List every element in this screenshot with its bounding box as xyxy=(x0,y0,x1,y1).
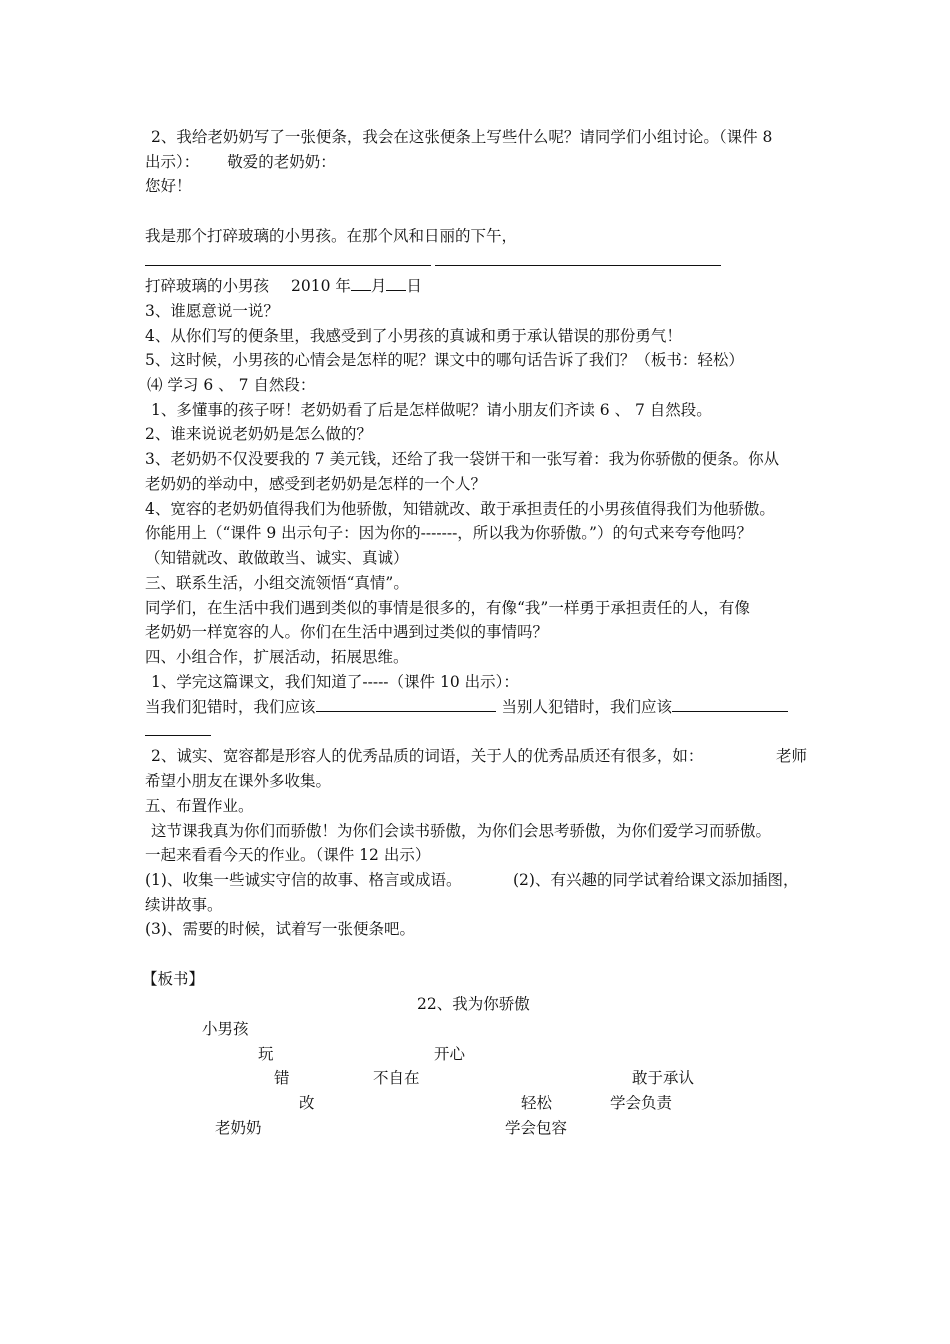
board-item: 开心 xyxy=(434,1045,466,1063)
paragraph-line: （知错就改、敢做敢当、诚实、真诚） xyxy=(145,549,409,567)
paragraph-line: 1、学完这篇课文，我们知道了-----（课件 10 出示）： xyxy=(151,673,519,691)
section-heading: ⑷ 学习 6 、 7 自然段： xyxy=(147,376,316,394)
blank-day xyxy=(386,276,406,291)
blank-line xyxy=(145,251,431,266)
line-text: 出示）： xyxy=(145,153,200,171)
board-item: 学会包容 xyxy=(505,1119,568,1137)
blank-lines xyxy=(145,250,721,272)
board-item: 敢于承认 xyxy=(632,1069,695,1087)
paragraph-line: 2、我给老奶奶写了一张便条，我会在这张便条上写些什么呢？请同学们小组讨论。（课件 8 xyxy=(151,128,773,146)
note-signature xyxy=(145,275,422,297)
paragraph-line: 3、老奶奶不仅没要我的 7 美元钱，还给了我一袋饼干和一张写着：我为你骄傲的便条。你从 xyxy=(145,450,780,468)
paragraph-line: 续讲故事。 xyxy=(145,896,223,914)
board-item: 玩 xyxy=(258,1045,274,1063)
blank-line xyxy=(316,697,496,712)
paragraph-line: 同学们，在生活中我们遇到类似的事情是很多的，有像“我”一样勇于承担责任的人，有像 xyxy=(145,599,750,617)
board-item: 老奶奶 xyxy=(215,1119,262,1137)
paragraph-line: (1)、收集一些诚实守信的故事、格言或成语。 xyxy=(145,871,462,889)
board-heading: 【板书】 xyxy=(142,970,205,988)
paragraph-line: 这节课我真为你们而骄傲！为你们会读书骄傲，为你们会思考骄傲，为你们爱学习而骄傲。 xyxy=(151,822,772,840)
paragraph-line: 希望小朋友在课外多收集。 xyxy=(145,772,332,790)
paragraph-line: (3)、需要的时候，试着写一张便条吧。 xyxy=(145,920,415,938)
date-month: 月 xyxy=(370,277,387,295)
paragraph-line: (2)、有兴趣的同学试着给课文添加插图， xyxy=(513,871,799,889)
board-title: 22、我为你骄傲 xyxy=(417,995,530,1013)
prompt-text: 当别人犯错时，我们应该 xyxy=(501,698,673,716)
board-item: 错 xyxy=(274,1069,290,1087)
section-heading: 四、小组合作，扩展活动，拓展思维。 xyxy=(145,648,409,666)
paragraph-line: 老师 xyxy=(776,747,808,765)
paragraph-line: 老奶奶一样宽容的人。你们在生活中遇到过类似的事情吗？ xyxy=(145,623,549,641)
section-heading: 三、联系生活，小组交流领悟“真情”。 xyxy=(145,574,409,592)
date-day: 日 xyxy=(406,277,422,295)
paragraph-line: 老奶奶的举动中，感受到老奶奶是怎样的一个人？ xyxy=(145,475,487,493)
board-item: 小男孩 xyxy=(202,1020,249,1038)
section-heading: 五、布置作业。 xyxy=(145,797,254,815)
paragraph-line: 4、宽容的老奶奶值得我们为他骄傲，知错就改、敢于承担责任的小男孩值得我们为他骄傲。 xyxy=(145,500,775,518)
board-item: 轻松 xyxy=(521,1094,553,1112)
paragraph-line: 你能用上（“课件 9 出示句子：因为你的-------，所以我为你骄傲。”）的句式来夸夸他吗？ xyxy=(145,524,752,542)
fill-in-line xyxy=(145,696,788,718)
paragraph-line: 我是那个打碎玻璃的小男孩。在那个风和日丽的下午， xyxy=(145,227,518,245)
paragraph-line: 一起来看看今天的作业。（课件 12 出示） xyxy=(145,846,431,864)
prompt-text: 当我们犯错时，我们应该 xyxy=(145,698,316,716)
paragraph-line xyxy=(145,151,336,173)
blank-line xyxy=(672,697,788,712)
paragraph-line: 3、谁愿意说一说？ xyxy=(145,302,279,320)
paragraph-line: 2、谁来说说老奶奶是怎么做的？ xyxy=(145,425,372,443)
board-item: 改 xyxy=(299,1094,315,1112)
blank-line xyxy=(435,251,721,266)
blank-month xyxy=(351,276,371,291)
paragraph-line: 您好！ xyxy=(145,177,192,195)
note-greeting: 敬爱的老奶奶： xyxy=(227,153,336,171)
signature-text: 打碎玻璃的小男孩 xyxy=(145,277,270,295)
paragraph-line: 2、诚实、宽容都是形容人的优秀品质的词语，关于人的优秀品质还有很多，如： xyxy=(151,747,704,765)
board-item: 学会负责 xyxy=(610,1094,673,1112)
paragraph-line: 1、多懂事的孩子呀！老奶奶看了后是怎样做呢？请小朋友们齐读 6 、 7 自然段。 xyxy=(151,401,712,419)
board-item: 不自在 xyxy=(373,1069,420,1087)
paragraph-line: 4、从你们写的便条里，我感受到了小男孩的真诚和勇于承认错误的那份勇气！ xyxy=(145,327,682,345)
blank-line xyxy=(145,721,211,736)
paragraph-line: 5、这时候，小男孩的心情会是怎样的呢？课文中的哪句话告诉了我们？（板书：轻松） xyxy=(145,351,744,369)
blank-lines xyxy=(145,720,211,742)
date-year: 2010 年 xyxy=(291,277,351,295)
